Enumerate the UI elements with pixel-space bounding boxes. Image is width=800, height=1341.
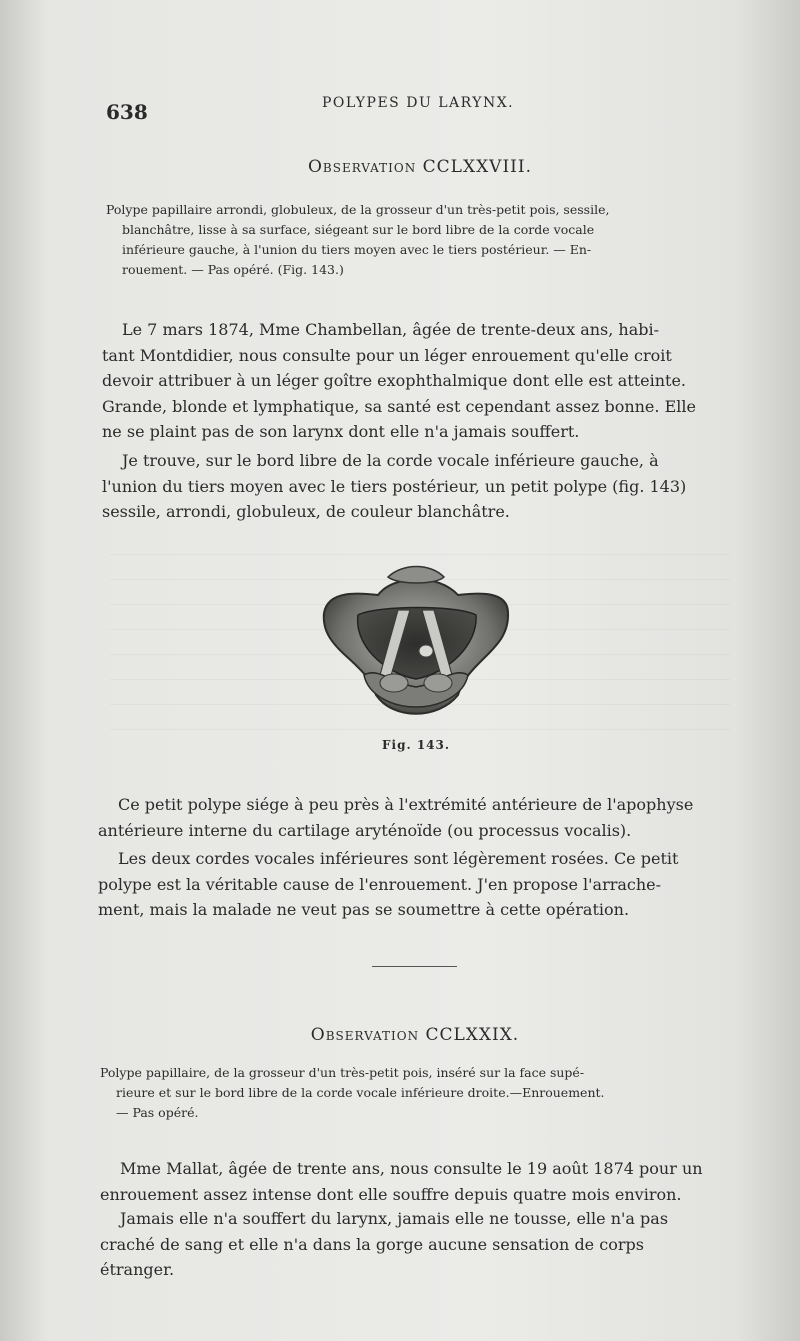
paragraph <box>100 1156 760 1207</box>
text-line: enrouement assez intense dont elle souffre depuis quatre mois environ. <box>100 1184 682 1204</box>
larynx-drawing <box>318 555 514 720</box>
text-line: Grande, blonde et lymphatique, sa santé est cependant assez bonne. Elle <box>102 396 696 416</box>
page-number: 638 <box>106 100 148 124</box>
text-line: polype est la véritable cause de l'enrouement. J'en propose l'arrache- <box>98 874 662 894</box>
text-line: l'union du tiers moyen avec le tiers postérieur, un petit polype (fig. 143) <box>102 476 687 496</box>
text-line: antérieure interne du cartilage aryténoïde (ou processus vocalis). <box>98 820 632 840</box>
text-line: étranger. <box>100 1260 175 1279</box>
observation-number: CCLXXVIII. <box>422 157 533 177</box>
summary-line: blanchâtre, lisse à sa surface, siégeant sur le bord libre de la corde vocale <box>122 222 595 237</box>
summary-line: Polype papillaire, de la grosseur d'un très-petit pois, inséré sur la face supé- <box>100 1065 585 1080</box>
text-line: devoir attribuer à un léger goître exophthalmique dont elle est atteinte. <box>102 371 686 390</box>
summary-line: rouement. — Pas opéré. (Fig. 143.) <box>122 262 344 277</box>
summary-line: — Pas opéré. <box>116 1105 199 1120</box>
observation-title <box>0 1025 800 1045</box>
larynx-illustration <box>318 555 514 720</box>
paragraph <box>100 1206 760 1283</box>
text-line: Mme Mallat, âgée de trente ans, nous consulte le 19 août 1874 pour un <box>120 1159 703 1178</box>
observation-label: Observation <box>310 1025 420 1045</box>
paragraph <box>98 846 758 923</box>
text-line: Je trouve, sur le bord libre de la corde vocale inférieure gauche, à <box>122 451 659 470</box>
text-line: Le 7 mars 1874, Mme Chambellan, âgée de trente-deux ans, habi- <box>122 320 660 339</box>
observation-summary <box>100 1063 750 1123</box>
summary-line: Polype papillaire arrondi, globuleux, de la grosseur d'un très-petit pois, sessile, <box>106 202 610 217</box>
observation-title <box>0 157 800 177</box>
text-line: Ce petit polype siége à peu près à l'extrémité antérieure de l'apophyse <box>118 795 694 814</box>
section-separator <box>372 966 457 967</box>
running-head: POLYPES DU LARYNX. <box>322 95 515 111</box>
text-line: Les deux cordes vocales inférieures sont légèrement rosées. Ce petit <box>118 849 679 868</box>
paragraph <box>102 448 752 525</box>
text-line: craché de sang et elle n'a dans la gorge aucune sensation de corps <box>100 1234 644 1254</box>
observation-number: CCLXXIX. <box>425 1025 520 1045</box>
text-line: Jamais elle n'a souffert du larynx, jamais elle ne tousse, elle n'a pas <box>120 1209 669 1228</box>
figure-caption: Fig. 143. <box>382 738 451 752</box>
text-line: ne se plaint pas de son larynx dont elle n'a jamais souffert. <box>102 422 580 441</box>
summary-line: inférieure gauche, à l'union du tiers moyen avec le tiers postérieur. — En- <box>122 242 592 257</box>
text-line: sessile, arrondi, globuleux, de couleur blanchâtre. <box>102 502 510 521</box>
paragraph <box>98 792 758 843</box>
observation-label: Observation <box>307 157 417 177</box>
paragraph <box>102 317 752 445</box>
summary-line: rieure et sur le bord libre de la corde vocale inférieure droite.—Enrouement. <box>116 1085 605 1100</box>
text-line: tant Montdidier, nous consulte pour un léger enrouement qu'elle croit <box>102 345 672 365</box>
observation-summary <box>106 200 746 280</box>
text-line: ment, mais la malade ne veut pas se soumettre à cette opération. <box>98 900 630 919</box>
